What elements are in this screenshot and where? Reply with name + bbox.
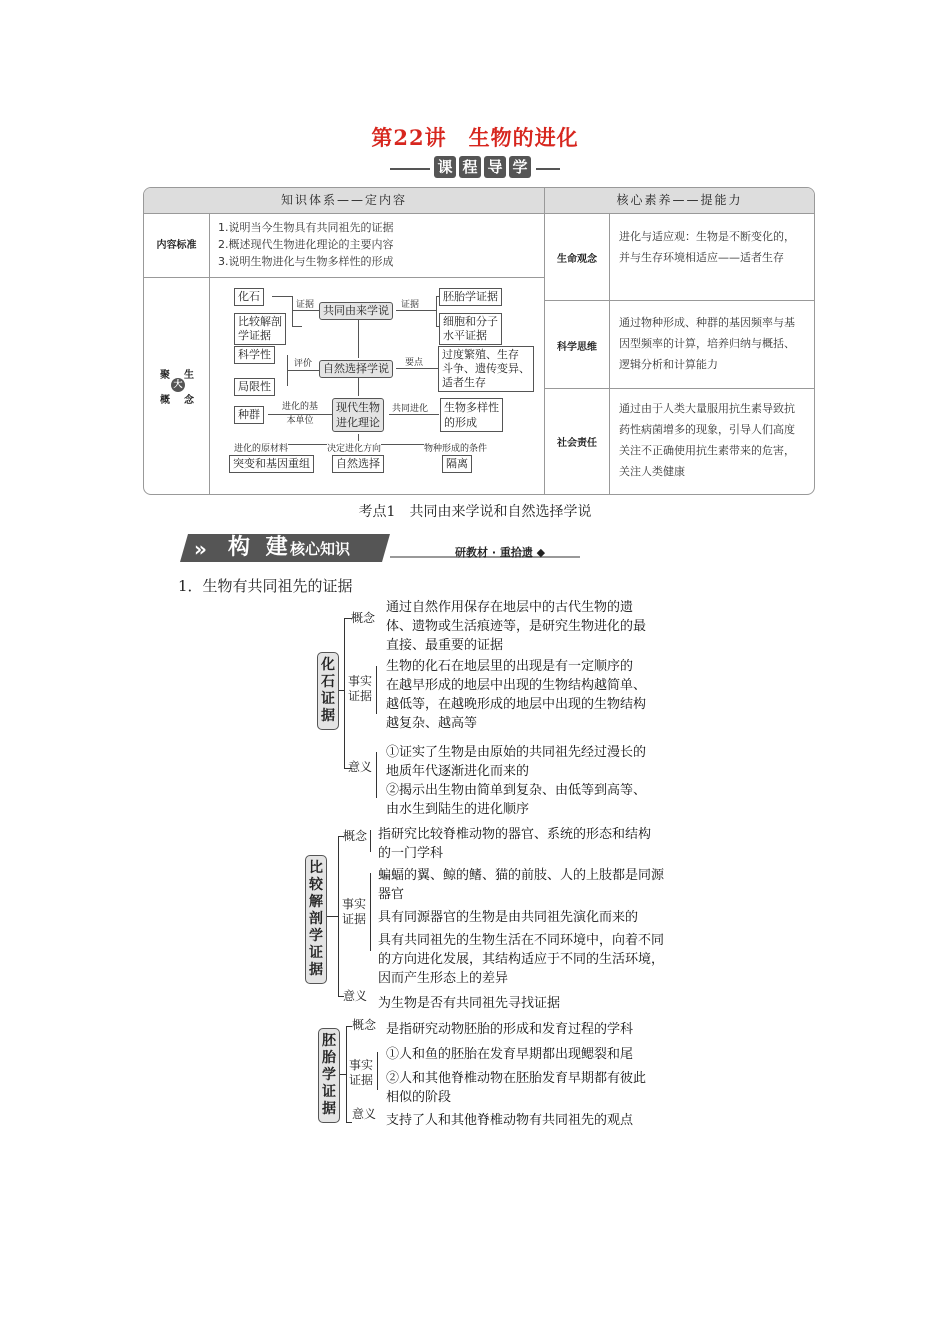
meaning-label: 意义 [343, 989, 368, 1003]
label-line: 证据 [342, 912, 367, 926]
limitation-box: 局限性 [234, 378, 275, 396]
bracket [344, 618, 345, 768]
fossil-meaning-text [386, 743, 646, 819]
text-line: ②揭示出生物由简单到复杂、由低等到高等、 [386, 783, 647, 798]
evidence-label: 证据 [296, 300, 315, 310]
fact-evidence-label [348, 674, 372, 704]
edge [272, 296, 292, 297]
title-char: 剖 [309, 911, 323, 927]
edge [292, 296, 293, 326]
text-line: 越复杂、越高等 [386, 716, 478, 731]
coevolution-label: 共同进化 [392, 404, 429, 414]
population-box: 种群 [234, 406, 264, 424]
edge [292, 310, 319, 311]
text-line: 蝙蝠的翼、鲸的鳍、猫的前肢、人的上肢都是同源 [378, 868, 665, 883]
standard-item: 1.说明当今生物具有共同祖先的证据 [218, 221, 394, 234]
label-char: 念 [184, 395, 194, 406]
fossil-evidence-title [317, 652, 339, 730]
edge [287, 370, 319, 371]
guide-char: 课 [434, 156, 456, 178]
label-line: 证据 [348, 689, 373, 703]
embryo-fact-text [386, 1045, 646, 1107]
box-line: 比较解剖 [238, 315, 282, 328]
box-line: 学证据 [238, 329, 271, 342]
text-line: 直接、最重要的证据 [386, 638, 504, 653]
banner-subtitle: 研教材 · 重拾遗 ◆ [455, 546, 546, 559]
raw-material-label: 进化的原材料 [234, 441, 288, 454]
label-line: 事实 [349, 1058, 374, 1072]
mutation-box: 突变和基因重组 [229, 455, 314, 473]
fact-evidence-label [349, 1058, 373, 1088]
banner-big-text: 构 建 [228, 535, 292, 560]
bracket-tick [339, 690, 345, 691]
evidence-label: 证据 [401, 300, 420, 310]
divider [544, 388, 814, 389]
text-line: 体、遗物或生活痕迹等，是研究生物进化的最 [386, 619, 647, 634]
content-standard-label: 内容标准 [156, 240, 197, 251]
text-line: ②人和其他脊椎动物在胚胎发育早期都有彼此 [386, 1071, 647, 1086]
title-char: 据 [309, 962, 323, 978]
title-char: 比 [309, 860, 323, 876]
double-chevron-icon: » [194, 537, 207, 561]
box-line: 水平证据 [443, 329, 487, 342]
anatomy-evidence-title [305, 855, 327, 984]
title-char: 据 [322, 1101, 336, 1117]
evaluation-label: 评价 [294, 359, 313, 369]
col1-header: 知识体系——定内容 [144, 188, 544, 213]
standard-item: 2.概述现代生物进化理论的主要内容 [218, 238, 394, 251]
title-char: 较 [309, 877, 323, 893]
title-char: 胚 [322, 1033, 336, 1049]
biodiversity-box [440, 398, 503, 432]
box-line: 过度繁殖、生存 [442, 348, 519, 361]
anatomy-concept-text [378, 825, 651, 863]
speciation-condition-label: 物种形成的条件 [424, 441, 487, 454]
title-char: 证 [322, 1084, 336, 1100]
banner-small-text: 核心知识 [290, 540, 351, 558]
edge [396, 368, 438, 369]
title-char: 胎 [322, 1050, 336, 1066]
box-line: 生物多样性 [444, 401, 499, 414]
embryology-box: 胚胎学证据 [439, 288, 502, 306]
label-char: 概 [160, 395, 170, 406]
box-line: 适者生存 [442, 376, 486, 389]
label-char: 大 [171, 378, 185, 392]
title-char: 证 [321, 691, 335, 707]
overview-table [143, 187, 815, 495]
label-line: 事实 [348, 674, 373, 688]
guide-left-line [390, 168, 430, 170]
bracket [376, 752, 377, 798]
fossil-fact-text [386, 657, 646, 733]
direction-label: 决定进化方向 [327, 441, 381, 454]
text-line: 器官 [378, 887, 405, 902]
embryology-evidence-title [318, 1028, 340, 1123]
box-line: 斗争、遗传变异、 [442, 362, 530, 375]
title-char: 解 [309, 894, 323, 910]
label-line: 事实 [342, 897, 367, 911]
key-points-label: 要点 [405, 358, 424, 368]
edge [358, 320, 359, 358]
edge [389, 414, 439, 415]
embryo-meaning-text: 支持了人和其他脊椎动物有共同祖先的观点 [386, 1113, 634, 1128]
core-text: 通过由于人类大量服用抗生素导致抗药性病菌增多的现象，引导人们高度关注不正确使用抗生素带来的危害，关注人类健康 [619, 402, 795, 478]
bracket [377, 1052, 378, 1090]
text-line: 指研究比较脊椎动物的器官、系统的形态和结构 [378, 827, 652, 842]
course-guide-banner [390, 156, 560, 182]
core-text: 进化与适应观：生物是不断变化的，并与生存环境相适应——适者生存 [619, 230, 795, 264]
text-line: 的方向进化发展，其结构适应于不同的生活环境， [378, 952, 665, 967]
exam-point-heading: 考点1 共同由来学说和自然选择学说 [358, 504, 592, 520]
divider [544, 300, 814, 301]
standard-item: 3.说明生物进化与生物多样性的形成 [218, 255, 394, 268]
edge [396, 310, 436, 311]
box-line: 细胞和分子 [443, 315, 498, 328]
comparative-anatomy-box [234, 313, 286, 345]
text-line: 由水生到陆生的进化顺序 [386, 802, 530, 817]
text-line: 的一门学科 [378, 846, 444, 861]
title-char: 据 [321, 708, 335, 724]
text-line: 地质年代逐渐进化而来的 [386, 764, 530, 779]
label-line: 进化的基 [282, 402, 319, 412]
section-heading: 1．生物有共同祖先的证据 [178, 577, 353, 595]
divider [144, 213, 814, 214]
text-line: 通过自然作用保存在地层中的古代生物的遗 [386, 600, 634, 615]
bracket [370, 873, 371, 951]
text-line: 具有共同祖先的生物生活在不同环境中，向着不同 [378, 933, 665, 948]
embryo-concept-text: 是指研究动物胚胎的形成和发育过程的学科 [386, 1022, 634, 1037]
selection-box: 自然选择 [332, 455, 384, 473]
title-char: 学 [309, 928, 323, 944]
text-line: 具有同源器官的生物是由共同祖先演化而来的 [378, 910, 639, 925]
core-label: 科学思维 [557, 342, 597, 353]
guide-char: 学 [509, 156, 531, 178]
guide-char: 导 [484, 156, 506, 178]
text-line: 相似的阶段 [386, 1090, 452, 1105]
col2-header: 核心素养——提能力 [545, 188, 814, 213]
title-char: 化 [321, 657, 335, 673]
edge [358, 378, 359, 396]
guide-right-line [536, 168, 560, 170]
common-ancestor-box: 共同由来学说 [319, 302, 393, 320]
core-label: 生命观念 [557, 254, 597, 265]
text-line: 生物的化石在地层里的出现是有一定顺序的 [386, 659, 634, 674]
core-text: 通过物种形成、种群的基因频率与基因型频率的计算，培养归纳与概括、逻辑分析和计算能力 [619, 316, 795, 371]
box-line: 的形成 [444, 416, 477, 429]
divider [609, 213, 610, 494]
page-title: 第22讲 生物的进化 [371, 125, 579, 150]
concept-label: 概念 [351, 611, 376, 625]
text-line: ①证实了生物是由原始的共同祖先经过漫长的 [386, 745, 647, 760]
cell-molecular-box [439, 313, 502, 345]
big-concept-label [152, 366, 202, 406]
title-char: 石 [321, 674, 335, 690]
isolation-box: 隔离 [442, 455, 472, 473]
edge [436, 296, 437, 326]
text-line: ①人和鱼的胚胎在发育早期都出现鳃裂和尾 [386, 1047, 634, 1062]
bracket-tick [340, 1074, 347, 1075]
anatomy-fact-text [378, 866, 664, 988]
title-char: 证 [309, 945, 323, 961]
guide-char: 程 [459, 156, 481, 178]
text-line: 因而产生形态上的差异 [378, 971, 509, 986]
label-line: 本单位 [286, 416, 314, 426]
label-char: 聚 [160, 370, 170, 381]
concept-label: 概念 [352, 1018, 377, 1032]
anatomy-meaning-text: 为生物是否有共同祖先寻找证据 [378, 996, 561, 1011]
meaning-label: 意义 [352, 1107, 377, 1121]
divider [209, 213, 210, 494]
concept-map [224, 280, 544, 490]
edge [292, 326, 302, 327]
core-label: 社会责任 [557, 438, 597, 449]
bracket [376, 666, 377, 714]
modern-theory-box [332, 398, 384, 432]
basic-unit-label [282, 400, 318, 428]
label-line: 证据 [349, 1073, 374, 1087]
box-line: 进化理论 [336, 416, 380, 429]
concept-label: 概念 [343, 829, 368, 843]
label-char: 生 [184, 370, 194, 381]
fossil-box: 化石 [234, 288, 264, 306]
bracket [370, 830, 371, 852]
ns-points-box [438, 346, 534, 392]
text-line: 在越早形成的地层中出现的生物结构越简单、 [386, 678, 647, 693]
text-line: 越低等，在越晚形成的地层中出现的生物结构 [386, 697, 647, 712]
meaning-label: 意义 [348, 760, 373, 774]
fossil-concept-text [386, 598, 646, 655]
fact-evidence-label [342, 897, 366, 927]
natural-selection-box: 自然选择学说 [319, 360, 393, 378]
scientific-box: 科学性 [234, 346, 275, 364]
box-line: 现代生物 [336, 401, 380, 414]
divider [144, 277, 544, 278]
standards-list [218, 219, 394, 270]
title-char: 学 [322, 1067, 336, 1083]
bracket-tick [327, 916, 339, 917]
bracket-tick [346, 1122, 352, 1123]
